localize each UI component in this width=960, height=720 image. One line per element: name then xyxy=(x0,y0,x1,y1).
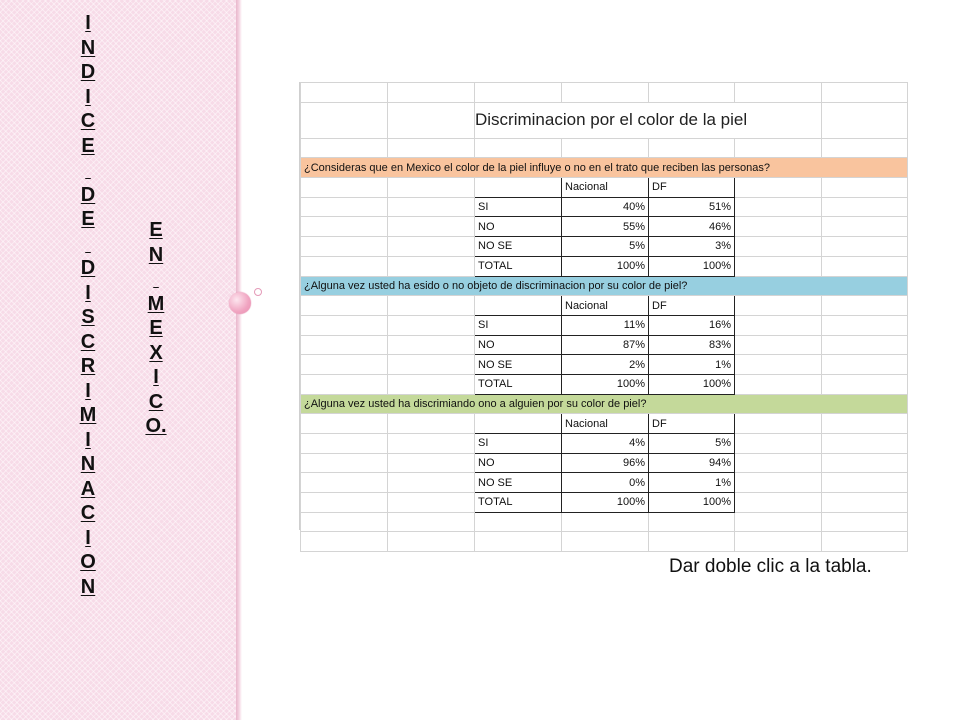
vertical-title-letter: C xyxy=(80,330,96,353)
vertical-title-letter: O xyxy=(80,551,96,573)
sheet-cell[interactable] xyxy=(562,138,649,158)
row-label[interactable]: TOTAL xyxy=(475,256,562,276)
sheet-cell[interactable] xyxy=(649,512,735,532)
sheet-cell[interactable] xyxy=(475,532,562,552)
sheet-cell[interactable] xyxy=(388,315,475,335)
sheet-cell[interactable] xyxy=(735,256,822,276)
sheet-cell[interactable] xyxy=(822,335,908,355)
data-row xyxy=(301,374,908,394)
sheet-cell[interactable] xyxy=(735,532,822,552)
sheet-cell[interactable] xyxy=(822,512,908,532)
sheet-cell[interactable] xyxy=(735,217,822,237)
vertical-title-letter: A xyxy=(80,477,96,500)
row-label[interactable]: SI xyxy=(475,315,562,335)
row-label[interactable]: NO xyxy=(475,453,562,473)
embedded-spreadsheet[interactable] xyxy=(299,82,907,530)
vertical-title-letter: N xyxy=(80,36,96,59)
sheet-cell[interactable] xyxy=(822,532,908,552)
vertical-title-letter: N xyxy=(80,575,96,598)
question-row xyxy=(301,276,908,296)
sheet-cell[interactable] xyxy=(301,102,388,138)
df-value[interactable]: 51% xyxy=(649,197,735,217)
vertical-title-letter: I xyxy=(85,428,91,451)
nacional-value[interactable]: 100% xyxy=(562,493,649,513)
sheet-cell[interactable] xyxy=(735,335,822,355)
vertical-title-letter: D xyxy=(80,257,96,279)
sheet-cell[interactable] xyxy=(735,414,822,434)
vertical-title-indice-de-discriminacion xyxy=(70,11,106,599)
sheet-cell[interactable] xyxy=(388,102,475,138)
row-label[interactable]: SI xyxy=(475,197,562,217)
column-header[interactable]: DF xyxy=(649,414,735,434)
sheet-cell[interactable] xyxy=(735,197,822,217)
sheet-cell[interactable] xyxy=(301,414,388,434)
sheet-cell[interactable] xyxy=(822,217,908,237)
data-row xyxy=(301,453,908,473)
df-value[interactable]: 1% xyxy=(649,355,735,375)
df-value[interactable]: 83% xyxy=(649,335,735,355)
vertical-title-letter: I xyxy=(85,85,91,108)
data-row xyxy=(301,217,908,237)
vertical-title-letter: D xyxy=(80,61,96,83)
sheet-cell[interactable] xyxy=(822,102,908,138)
sheet-cell[interactable] xyxy=(735,237,822,257)
sheet-cell[interactable] xyxy=(388,532,475,552)
nacional-value[interactable]: 4% xyxy=(562,434,649,454)
vertical-title-gap xyxy=(136,267,176,292)
sheet-cell[interactable] xyxy=(388,493,475,513)
question-row xyxy=(301,394,908,414)
vertical-title-gap xyxy=(70,232,106,257)
vertical-title-letter: D xyxy=(80,183,96,206)
sheet-cell[interactable] xyxy=(822,197,908,217)
df-value[interactable]: 3% xyxy=(649,237,735,257)
header-row xyxy=(301,296,908,316)
sheet-row xyxy=(301,512,908,532)
sheet-cell[interactable] xyxy=(562,512,649,532)
vertical-title-letter: I xyxy=(85,526,91,549)
sheet-cell[interactable] xyxy=(475,512,562,532)
sheet-cell[interactable] xyxy=(388,237,475,257)
vertical-title-letter: I xyxy=(85,379,91,402)
column-header[interactable]: DF xyxy=(649,178,735,198)
sheet-cell[interactable] xyxy=(301,473,388,493)
column-header[interactable]: DF xyxy=(649,296,735,316)
vertical-title-letter: C xyxy=(80,502,96,524)
vertical-title-letter: E xyxy=(149,317,163,339)
sheet-cell[interactable] xyxy=(301,453,388,473)
sheet-row xyxy=(301,532,908,552)
sheet-cell[interactable] xyxy=(822,315,908,335)
sheet-row xyxy=(301,138,908,158)
data-row xyxy=(301,315,908,335)
sheet-cell[interactable] xyxy=(301,237,388,257)
sheet-cell[interactable] xyxy=(735,493,822,513)
connector-dot-large xyxy=(229,292,251,314)
row-label[interactable]: TOTAL xyxy=(475,374,562,394)
sheet-cell[interactable] xyxy=(822,256,908,276)
vertical-title-letter: I xyxy=(85,281,91,304)
row-label[interactable]: NO SE xyxy=(475,355,562,375)
vertical-title-letter: I xyxy=(153,366,159,388)
sheet-cell[interactable] xyxy=(822,237,908,257)
df-value[interactable]: 100% xyxy=(649,374,735,394)
sheet-cell[interactable] xyxy=(301,296,388,316)
sheet-cell[interactable] xyxy=(388,217,475,237)
data-row xyxy=(301,197,908,217)
sheet-cell[interactable] xyxy=(388,256,475,276)
sheet-cell[interactable] xyxy=(388,434,475,454)
nacional-value[interactable]: 100% xyxy=(562,256,649,276)
row-label[interactable]: TOTAL xyxy=(475,493,562,513)
nacional-value[interactable]: 96% xyxy=(562,453,649,473)
vertical-title-letter: O. xyxy=(145,415,167,437)
sheet-cell[interactable] xyxy=(301,197,388,217)
sheet-cell[interactable] xyxy=(388,512,475,532)
nacional-value[interactable]: 5% xyxy=(562,237,649,257)
nacional-value[interactable]: 0% xyxy=(562,473,649,493)
vertical-title-letter: E xyxy=(149,219,163,241)
connector-dot-small xyxy=(254,288,262,296)
sheet-cell[interactable] xyxy=(822,178,908,198)
data-row xyxy=(301,355,908,375)
vertical-title-letter: I xyxy=(85,12,91,34)
question-row xyxy=(301,158,908,178)
vertical-title-letter: R xyxy=(80,355,96,377)
df-value[interactable]: 16% xyxy=(649,315,735,335)
sheet-cell[interactable] xyxy=(301,256,388,276)
sheet-cell[interactable] xyxy=(301,374,388,394)
sheet-cell[interactable] xyxy=(388,473,475,493)
vertical-title-en-mexico xyxy=(136,218,176,439)
sheet-cell[interactable] xyxy=(301,493,388,513)
sheet-cell[interactable] xyxy=(301,335,388,355)
sheet-cell[interactable] xyxy=(649,532,735,552)
sheet-cell[interactable] xyxy=(735,138,822,158)
column-header[interactable]: Nacional xyxy=(562,296,649,316)
df-value[interactable]: 100% xyxy=(649,256,735,276)
sheet-cell[interactable] xyxy=(388,83,475,103)
side-panel-edge xyxy=(236,0,242,720)
vertical-title-gap xyxy=(70,158,106,183)
sheet-cell[interactable] xyxy=(388,453,475,473)
sheet-cell[interactable] xyxy=(301,434,388,454)
sheet-cell[interactable] xyxy=(649,138,735,158)
nacional-value[interactable]: 40% xyxy=(562,197,649,217)
row-label[interactable]: NO xyxy=(475,217,562,237)
df-value[interactable]: 100% xyxy=(649,493,735,513)
data-row xyxy=(301,237,908,257)
question-cell[interactable]: ¿Consideras que en Mexico el color de la piel influye o no en el trato que reciben las personas? xyxy=(301,158,908,178)
sheet-cell[interactable] xyxy=(822,414,908,434)
vertical-title-letter: S xyxy=(81,306,95,328)
sheet-cell[interactable] xyxy=(388,414,475,434)
sheet-cell[interactable] xyxy=(735,453,822,473)
sheet-cell[interactable] xyxy=(301,532,388,552)
sheet-cell[interactable] xyxy=(735,374,822,394)
df-value[interactable]: 94% xyxy=(649,453,735,473)
sheet-title[interactable]: Discriminacion por el color de la piel xyxy=(475,102,822,138)
nacional-value[interactable]: 87% xyxy=(562,335,649,355)
sheet-cell[interactable] xyxy=(301,83,388,103)
sheet-cell[interactable] xyxy=(822,296,908,316)
sheet-cell[interactable] xyxy=(388,138,475,158)
nacional-value[interactable]: 100% xyxy=(562,374,649,394)
sheet-cell[interactable] xyxy=(301,138,388,158)
row-label[interactable]: NO SE xyxy=(475,237,562,257)
nacional-value[interactable]: 2% xyxy=(562,355,649,375)
vertical-title-letter: C xyxy=(80,110,96,132)
sheet-cell[interactable] xyxy=(822,493,908,513)
row-label[interactable]: NO SE xyxy=(475,473,562,493)
data-row xyxy=(301,434,908,454)
sheet-cell[interactable] xyxy=(735,355,822,375)
df-value[interactable]: 1% xyxy=(649,473,735,493)
sheet-cell[interactable] xyxy=(388,178,475,198)
sheet-cell[interactable] xyxy=(301,512,388,532)
row-label[interactable]: NO xyxy=(475,335,562,355)
data-row xyxy=(301,256,908,276)
sheet-cell[interactable] xyxy=(735,473,822,493)
vertical-title-letter: E xyxy=(81,208,95,230)
header-row xyxy=(301,414,908,434)
sheet-cell[interactable] xyxy=(735,315,822,335)
df-value[interactable]: 46% xyxy=(649,217,735,237)
sheet-cell[interactable] xyxy=(475,414,562,434)
vertical-title-letter: E xyxy=(81,134,95,157)
sheet-cell[interactable] xyxy=(735,296,822,316)
instruction-text: Dar doble clic a la tabla. xyxy=(669,556,872,577)
vertical-title-letter: N xyxy=(148,243,164,266)
sheet-cell[interactable] xyxy=(822,83,908,103)
sheet-cell[interactable] xyxy=(388,355,475,375)
side-panel xyxy=(0,0,238,720)
sheet-cell[interactable] xyxy=(822,355,908,375)
vertical-title-letter: X xyxy=(149,341,163,364)
sheet-cell[interactable] xyxy=(822,374,908,394)
spreadsheet-grid[interactable] xyxy=(300,82,908,552)
sheet-cell[interactable] xyxy=(822,138,908,158)
sheet-cell[interactable] xyxy=(388,335,475,355)
nacional-value[interactable]: 55% xyxy=(562,217,649,237)
sheet-cell[interactable] xyxy=(822,453,908,473)
vertical-title-letter: M xyxy=(79,404,97,426)
sheet-cell[interactable] xyxy=(475,138,562,158)
vertical-title-letter: C xyxy=(148,390,164,413)
column-header[interactable]: Nacional xyxy=(562,414,649,434)
data-row xyxy=(301,473,908,493)
sheet-title-row xyxy=(301,102,908,138)
sheet-cell[interactable] xyxy=(822,473,908,493)
row-label[interactable]: SI xyxy=(475,434,562,454)
data-row xyxy=(301,493,908,513)
question-cell[interactable]: ¿Alguna vez usted ha esido o no objeto de discriminacion por su color de piel? xyxy=(301,276,908,296)
sheet-cell[interactable] xyxy=(475,83,562,103)
sheet-cell[interactable] xyxy=(822,434,908,454)
sheet-cell[interactable] xyxy=(301,178,388,198)
vertical-title-letter: N xyxy=(80,453,96,475)
sheet-cell[interactable] xyxy=(735,178,822,198)
sheet-cell[interactable] xyxy=(301,315,388,335)
data-row xyxy=(301,335,908,355)
sheet-cell[interactable] xyxy=(475,296,562,316)
sheet-cell[interactable] xyxy=(301,355,388,375)
sheet-cell[interactable] xyxy=(388,296,475,316)
sheet-cell[interactable] xyxy=(649,83,735,103)
sheet-cell[interactable] xyxy=(735,434,822,454)
sheet-cell[interactable] xyxy=(562,83,649,103)
column-header[interactable]: Nacional xyxy=(562,178,649,198)
vertical-title-letter: M xyxy=(147,292,165,315)
sheet-row xyxy=(301,83,908,103)
sheet-cell[interactable] xyxy=(301,217,388,237)
sheet-cell[interactable] xyxy=(735,83,822,103)
df-value[interactable]: 5% xyxy=(649,434,735,454)
sheet-cell[interactable] xyxy=(388,197,475,217)
question-cell[interactable]: ¿Alguna vez usted ha discrimiando ono a alguien por su color de piel? xyxy=(301,394,908,414)
sheet-cell[interactable] xyxy=(475,178,562,198)
sheet-cell[interactable] xyxy=(735,512,822,532)
sheet-cell[interactable] xyxy=(562,532,649,552)
header-row xyxy=(301,178,908,198)
sheet-cell[interactable] xyxy=(388,374,475,394)
nacional-value[interactable]: 11% xyxy=(562,315,649,335)
